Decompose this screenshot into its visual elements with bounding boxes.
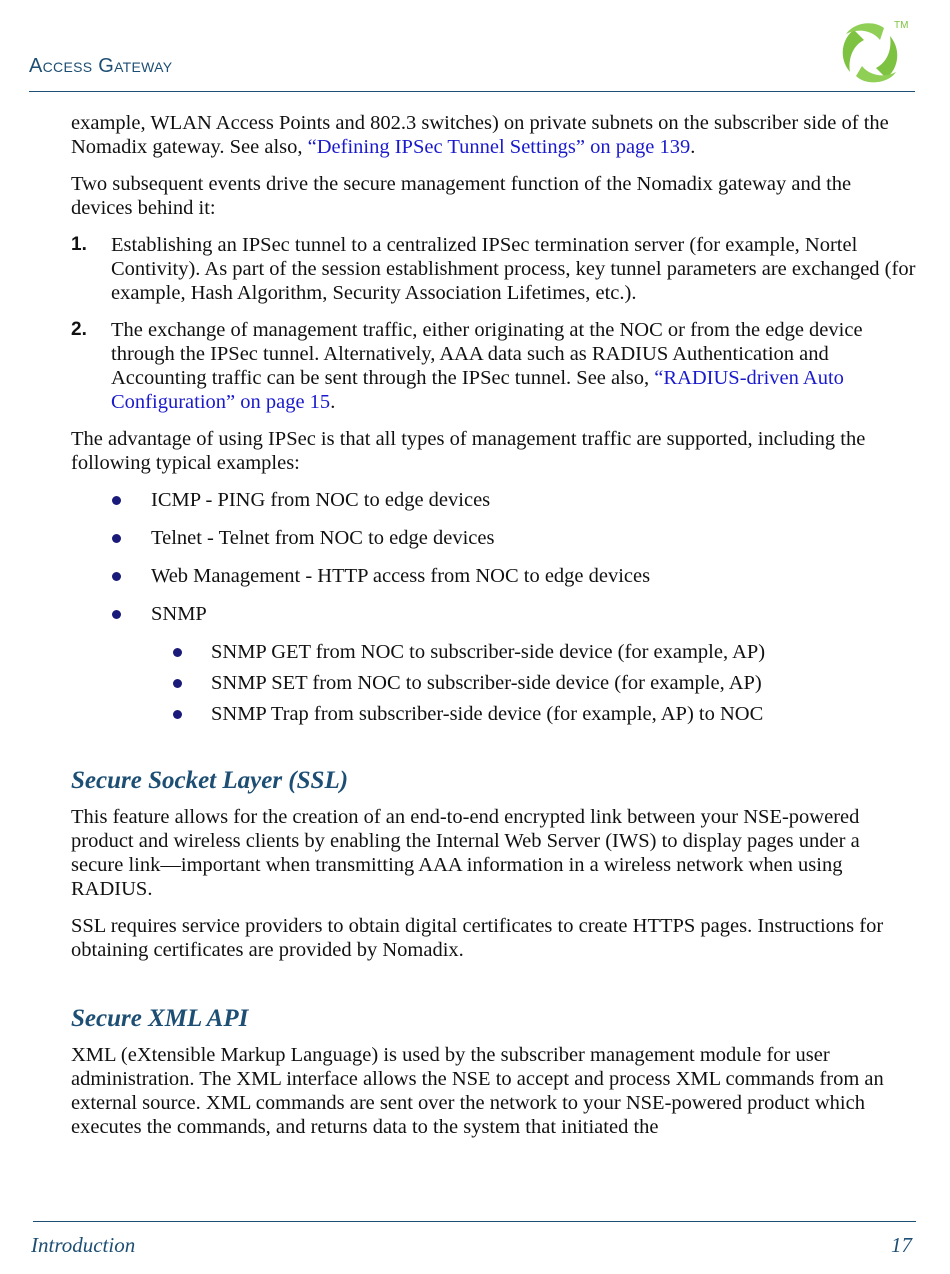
trademark-mark: TM [894, 20, 909, 31]
xml-paragraph-1: XML (eXtensible Markup Language) is used by the subscriber management module for user administration. The XML interface allows the NSE to accept and process XML commands from an external source. XML commands are sent over the network to your NSE-powered product which executes the commands, and returns data to the system that initiated the [71, 1044, 884, 1138]
list-item: Web Management - HTTP access from NOC to edge devices [71, 564, 916, 588]
ssl-section-heading: Secure Socket Layer (SSL) [71, 767, 349, 794]
xref-ipsec-tunnel-settings-link[interactable]: “Defining IPSec Tunnel Settings” on page 139 [307, 136, 691, 158]
list-item: ICMP - PING from NOC to edge devices [71, 488, 916, 512]
xml-section-heading: Secure XML API [71, 1005, 249, 1032]
xref-radius-auto-config-link[interactable]: “RADIUS-driven Auto Configuration” on page 15 [111, 367, 844, 413]
step-item: 1. Establishing an IPSec tunnel to a centralized IPSec termination server (for example, Nortel Contivity). As part of the session establishment process, key tunnel parameters are exchanged (for example, Hash Algorithm, Security Association Lifetimes, etc.). [71, 234, 916, 304]
bullet-dot-icon [173, 648, 182, 657]
examples-bullet-list [71, 488, 916, 726]
page-number: 17 [891, 1233, 912, 1257]
footer-rule [33, 1221, 916, 1222]
step-number: 2. [71, 319, 87, 340]
list-item: SNMP SET from NOC to subscriber-side device (for example, AP) [71, 671, 916, 695]
footer-section-name: Introduction [31, 1233, 136, 1257]
numbered-steps [71, 233, 916, 414]
list-item: SNMP GET from NOC to subscriber-side device (for example, AP) [71, 640, 916, 664]
header-rule [29, 91, 915, 92]
step-item: 2. The exchange of management traffic, either originating at the NOC or from the edge device through the IPSec tunnel. Alternatively, AAA data such as RADIUS Authentication and Accounting traffic can be sent through the IPSec tunnel. See also, “RADIUS-driven Auto Configuration” on page 15. [71, 319, 863, 413]
page-body [71, 111, 916, 1152]
bullet-dot-icon [112, 572, 121, 581]
list-item: SNMP Trap from subscriber-side device (for example, AP) to NOC [71, 702, 916, 726]
bullet-dot-icon [173, 710, 182, 719]
snmp-sub-bullet-list [71, 640, 916, 726]
bullet-dot-icon [112, 496, 121, 505]
intro-paragraph-2: Two subsequent events drive the secure management function of the Nomadix gateway and the devices behind it: [71, 173, 852, 219]
ssl-paragraph-2: SSL requires service providers to obtain digital certificates to create HTTPS pages. Instructions for obtaining certificates are provided by Nomadix. [71, 915, 884, 961]
running-header-title: Access Gateway [29, 55, 173, 77]
intro-paragraph-1: example, WLAN Access Points and 802.3 switches) on private subnets on the subscriber side of the Nomadix gateway. See also, “Defining IPSec Tunnel Settings” on page 139. [71, 112, 889, 158]
ssl-paragraph-1: This feature allows for the creation of an end-to-end encrypted link between your NSE-powered product and wireless clients by enabling the Internal Web Server (IWS) to display pages under a secure link—important when transmitting AAA information in a wireless network when using RADIUS. [71, 806, 860, 900]
bullet-dot-icon [112, 534, 121, 543]
nomadix-swirl-logo-icon [830, 16, 912, 88]
list-item: Telnet - Telnet from NOC to edge devices [71, 526, 916, 550]
advantage-paragraph: The advantage of using IPSec is that all types of management traffic are supported, including the following typical examples: [71, 428, 866, 474]
bullet-dot-icon [173, 679, 182, 688]
list-item: SNMP SNMP GET from NOC to subscriber-side device (for example, AP) SNMP SET from NOC to subscriber-side device (for example, AP) SNMP Trap from subscriber-side device (for example, AP) to NOC [71, 602, 916, 726]
step-number: 1. [71, 234, 87, 255]
bullet-dot-icon [112, 610, 121, 619]
